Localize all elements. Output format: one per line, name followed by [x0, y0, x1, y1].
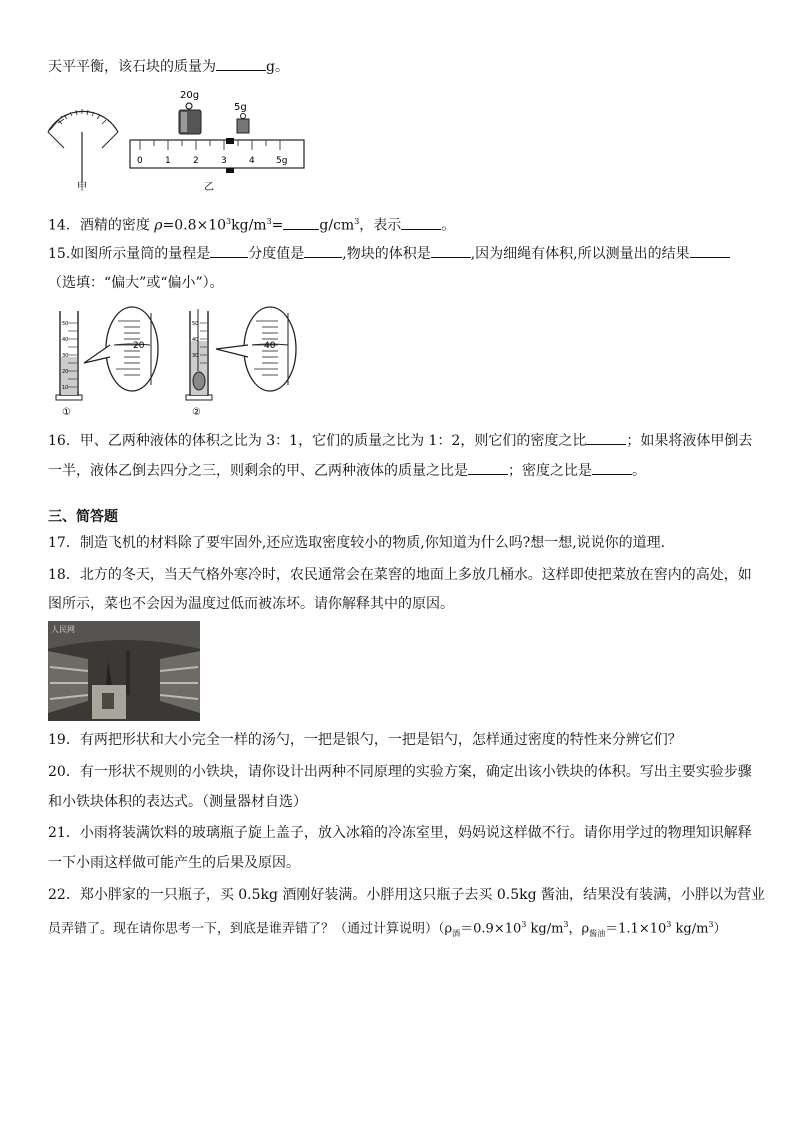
cylinder-1 [56, 311, 82, 418]
scale-tick-3: 3 [221, 156, 227, 166]
q14-rho: ρ [154, 217, 163, 234]
scale-tick-2: 2 [193, 156, 199, 166]
q16-line1 [48, 430, 752, 451]
q15-blank-range[interactable] [210, 243, 248, 258]
cyl2-tick-40: 40 [192, 337, 199, 343]
q22-exp-a: 3 [521, 920, 527, 929]
q15-blank-volume[interactable] [431, 243, 471, 258]
cyl2-label: ② [192, 407, 201, 418]
q15-text-c: ,物块的体积是 [342, 246, 431, 262]
q22-sub-jy: 酱油 [589, 928, 606, 938]
q22-text-a: 员弄错了。现在请你思考一下，到底是谁弄错了？（通过计算说明）（ρ [48, 921, 453, 937]
q22-exp-c: 3 [666, 920, 672, 929]
weight-5g [234, 102, 249, 133]
cyl1-tick-20: 20 [62, 369, 69, 375]
photo-watermark: 人民网 [51, 625, 75, 634]
q13-unit: g。 [266, 59, 289, 75]
q16-text-c: 一半，液体乙倒去四分之三，则剩余的甲、乙两种液体的质量之比是 [48, 463, 468, 479]
q14-blank-2[interactable] [401, 215, 441, 230]
q21-line1: 21．小雨将装满饮料的玻璃瓶子旋上盖子，放入冰箱的冷冻室里，妈妈说这样做不行。请你用学过的物理知识解释 [48, 825, 752, 841]
q13-text: 天平平衡，该石块的质量为 [48, 59, 216, 75]
q22-exp-b: 3 [563, 920, 569, 929]
q21-line2: 一下小雨这样做可能产生的后果及原因。 [48, 855, 300, 871]
q22-line1: 22．郑小胖家的一只瓶子，买 0.5kg 酒刚好装满。小胖用这只瓶子去买 0.5kg 酱油，结果没有装满，小胖以为营业 [48, 887, 766, 903]
q22-exp-d: 3 [708, 920, 714, 929]
scale-tick-0: 0 [137, 156, 143, 166]
q14-end: 。 [441, 217, 456, 234]
scale-tick-4: 4 [249, 156, 255, 166]
q20-line1: 20．有一形状不规则的小铁块，请你设计出两种不同原理的实验方案，确定出该小铁块的体积。写出主要实验步骤 [48, 764, 752, 780]
zoom1-value: 20 [133, 341, 145, 351]
q19: 19．有两把形状和大小完全一样的汤勺，一把是银勺，一把是铝勺，怎样通过密度的特性来分辨它们？ [48, 732, 682, 748]
cylinder-2 [186, 309, 212, 418]
q14-tail: ，表示 [359, 217, 402, 234]
q16-blank-density-ratio[interactable] [586, 430, 626, 445]
label-jia: 甲 [77, 182, 87, 193]
q14-expr: =0.8×10 [162, 217, 227, 234]
q14-unit2: g/cm [319, 217, 355, 234]
q22-text-g: ） [713, 921, 727, 937]
cyl1-label: ① [62, 407, 71, 418]
balance-dial [48, 109, 118, 193]
zoom-bubble-1 [84, 307, 158, 391]
q16-line2 [48, 460, 646, 481]
q22-text-c: kg/m [526, 921, 564, 937]
q13-line [48, 56, 289, 77]
q14-blank-1[interactable] [283, 215, 319, 230]
cyl2-tick-30: 30 [192, 353, 199, 359]
q16-text-d: ；密度之比是 [508, 463, 592, 479]
q14-line [48, 212, 455, 236]
q14-eq: = [271, 217, 284, 234]
q22-line2 [48, 915, 727, 944]
cyl2-tick-50: 50 [192, 321, 199, 327]
q15-text-d: ,因为细绳有体积,所以测量出的结果 [470, 246, 690, 262]
q15-text-line2: （选填：“偏大”或“偏小”）。 [48, 275, 224, 291]
q14-unit1: kg/m [231, 217, 267, 234]
q15-line1 [48, 243, 730, 264]
zoom-bubble-2 [216, 307, 296, 391]
label-yi: 乙 [204, 182, 214, 193]
q15-figure [50, 305, 320, 421]
zoom2-value: 40 [264, 341, 276, 351]
rider-scale [130, 138, 304, 193]
weight-20g-label: 20g [180, 90, 200, 101]
q14-exp: 3 [226, 217, 232, 226]
q15-blank-result[interactable] [690, 243, 730, 258]
q13-figure [44, 86, 314, 194]
scale-tick-1: 1 [165, 156, 171, 166]
q17: 17．制造飞机的材料除了要牢固外,还应选取密度较小的物质,你知道为什么吗?想一想,说说你的道理. [48, 535, 666, 551]
q16-text-e: 。 [632, 463, 646, 479]
weight-5g-label: 5g [234, 102, 247, 113]
cyl1-tick-40: 40 [62, 337, 69, 343]
q22-text-b: ＝0.9×10 [460, 921, 522, 937]
q18-line2: 图所示，菜也不会因为温度过低而被冻坏。请你解释其中的原因。 [48, 596, 454, 612]
section-3-title: 三、简答题 [48, 509, 118, 525]
q15-text-a: 15.如图所示量筒的量程是 [48, 246, 211, 262]
q14-unit2-exp: 3 [354, 217, 360, 226]
q16-blank-mass-ratio[interactable] [468, 460, 508, 475]
q16-text-a: 16．甲、乙两种液体的体积之比为 3：1，它们的质量之比为 1：2，则它们的密度之比 [48, 433, 587, 449]
q16-text-b: ；如果将液体甲倒去 [626, 433, 753, 449]
q16-blank-density-ratio-2[interactable] [592, 460, 632, 475]
cyl1-tick-30: 30 [62, 353, 69, 359]
cyl1-tick-10: 10 [62, 385, 69, 391]
q13-answer-blank[interactable] [216, 56, 266, 71]
q14-prefix: 14．酒精的密度 [48, 217, 155, 234]
q15-blank-division[interactable] [304, 243, 342, 258]
q15-text-b: 分度值是 [248, 246, 305, 262]
q18-line1: 18．北方的冬天，当天气格外寒冷时，农民通常会在菜窖的地面上多放几桶水。这样即使把菜放在窖内的高处，如 [48, 567, 752, 583]
q22-text-f: kg/m [671, 921, 709, 937]
scale-tick-5: 5g [276, 156, 288, 166]
cellar-photo [48, 621, 200, 721]
q22-sub-jiu: 酒 [452, 928, 461, 938]
q20-line2: 和小铁块体积的表达式。（测量器材自选） [48, 794, 307, 810]
q14-unit1-exp: 3 [266, 217, 272, 226]
q22-text-d: ，ρ [568, 921, 590, 937]
cyl1-tick-50: 50 [62, 321, 69, 327]
q15-line2 [48, 273, 224, 293]
q22-text-e: ＝1.1×10 [605, 921, 667, 937]
weight-20g [179, 90, 201, 134]
cellar-photo-drawing [48, 621, 200, 721]
